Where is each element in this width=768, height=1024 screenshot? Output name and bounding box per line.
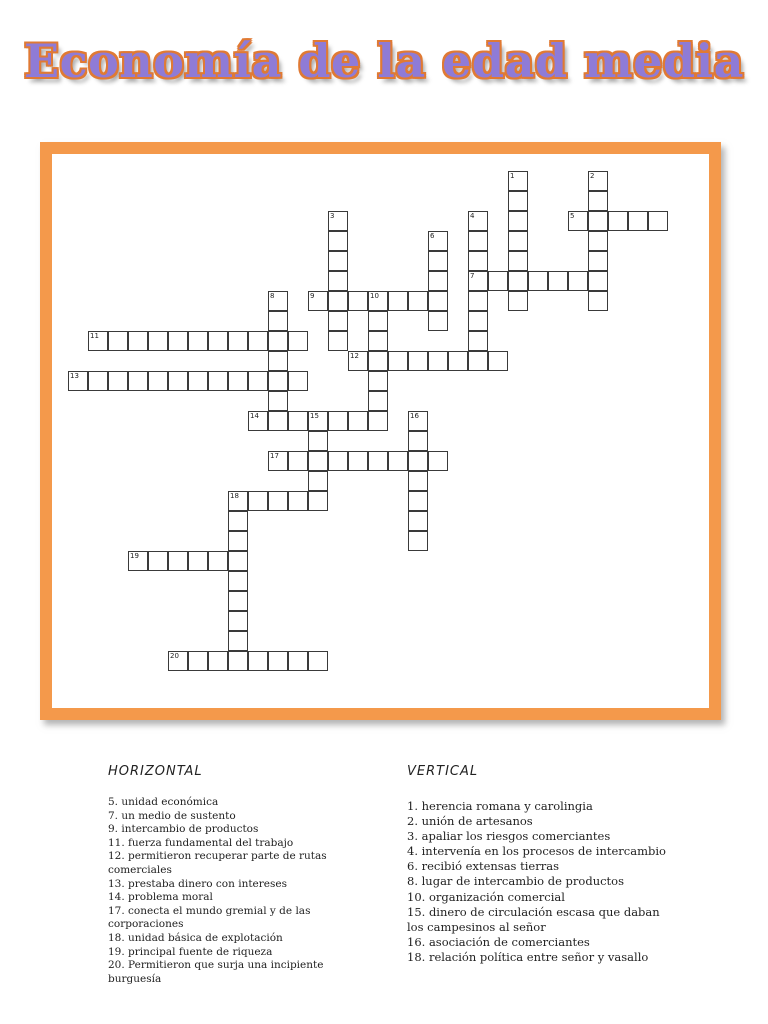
horizontal-clue: 12. permitieron recuperar parte de rutas comerciales — [108, 850, 327, 876]
horizontal-clue: 19. principal fuente de riqueza — [108, 945, 273, 958]
clue-number: 14 — [250, 412, 259, 420]
crossword-frame — [40, 142, 721, 720]
clue-number: 3 — [330, 212, 335, 220]
vertical-heading: VERTICAL — [407, 764, 479, 779]
vertical-clue: 16. asociación de comerciantes — [407, 934, 590, 949]
clue-number: 6 — [430, 232, 435, 240]
clue-number: 1 — [510, 172, 515, 180]
vertical-clue: 6. recibió extensas tierras — [407, 859, 559, 874]
clue-number: 16 — [410, 412, 419, 420]
clue-number: 10 — [370, 292, 379, 300]
vertical-clue: 18. relación política entre señor y vasallo — [407, 949, 649, 964]
horizontal-clue: 7. un medio de sustento — [108, 809, 236, 822]
horizontal-heading: HORIZONTAL — [108, 764, 203, 779]
horizontal-clue: 17. conecta el mundo gremial y de las corporaciones — [108, 904, 311, 931]
vertical-clue: 2. unión de artesanos — [407, 814, 533, 829]
horizontal-clue: 13. prestaba dinero con intereses — [108, 877, 287, 890]
clue-number: 9 — [310, 292, 315, 300]
horizontal-clue: 20. Permitieron que surja una incipiente burguesía — [108, 959, 324, 985]
vertical-clue: 4. intervenía en los procesos de intercambio — [407, 844, 666, 859]
clue-number: 4 — [470, 212, 475, 220]
clue-number: 8 — [270, 292, 275, 300]
clue-number: 13 — [70, 372, 79, 380]
vertical-clue: 8. lugar de intercambio de productos — [407, 874, 624, 889]
clue-number: 20 — [170, 652, 179, 660]
horizontal-clue: 5. unidad económica — [108, 796, 219, 808]
horizontal-clue: 11. fuerza fundamental del trabajo — [108, 836, 294, 849]
clue-number: 12 — [350, 352, 359, 360]
vertical-clue-list — [407, 799, 677, 965]
horizontal-clue-list — [108, 796, 368, 986]
clue-number: 18 — [230, 492, 239, 500]
clue-number: 7 — [470, 272, 475, 280]
vertical-clue: 1. herencia romana y carolingia — [407, 799, 593, 813]
clue-number: 5 — [570, 212, 575, 220]
horizontal-clue: 18. unidad básica de explotación — [108, 931, 283, 944]
clue-number: 17 — [270, 452, 279, 460]
clue-number: 19 — [130, 552, 139, 560]
page-title: Economía de la edad media — [24, 34, 744, 88]
clue-number: 15 — [310, 412, 319, 420]
horizontal-clue: 14. problema moral — [108, 891, 213, 904]
vertical-clue: 3. apaliar los riesgos comerciantes — [407, 829, 611, 844]
vertical-clue: 10. organización comercial — [407, 889, 565, 904]
horizontal-clue: 9. intercambio de productos — [108, 823, 259, 836]
vertical-clue: 15. dinero de circulación escasa que daban los campesinos al señor — [407, 904, 660, 934]
clue-number: 2 — [590, 172, 595, 180]
clue-number: 11 — [90, 332, 99, 340]
